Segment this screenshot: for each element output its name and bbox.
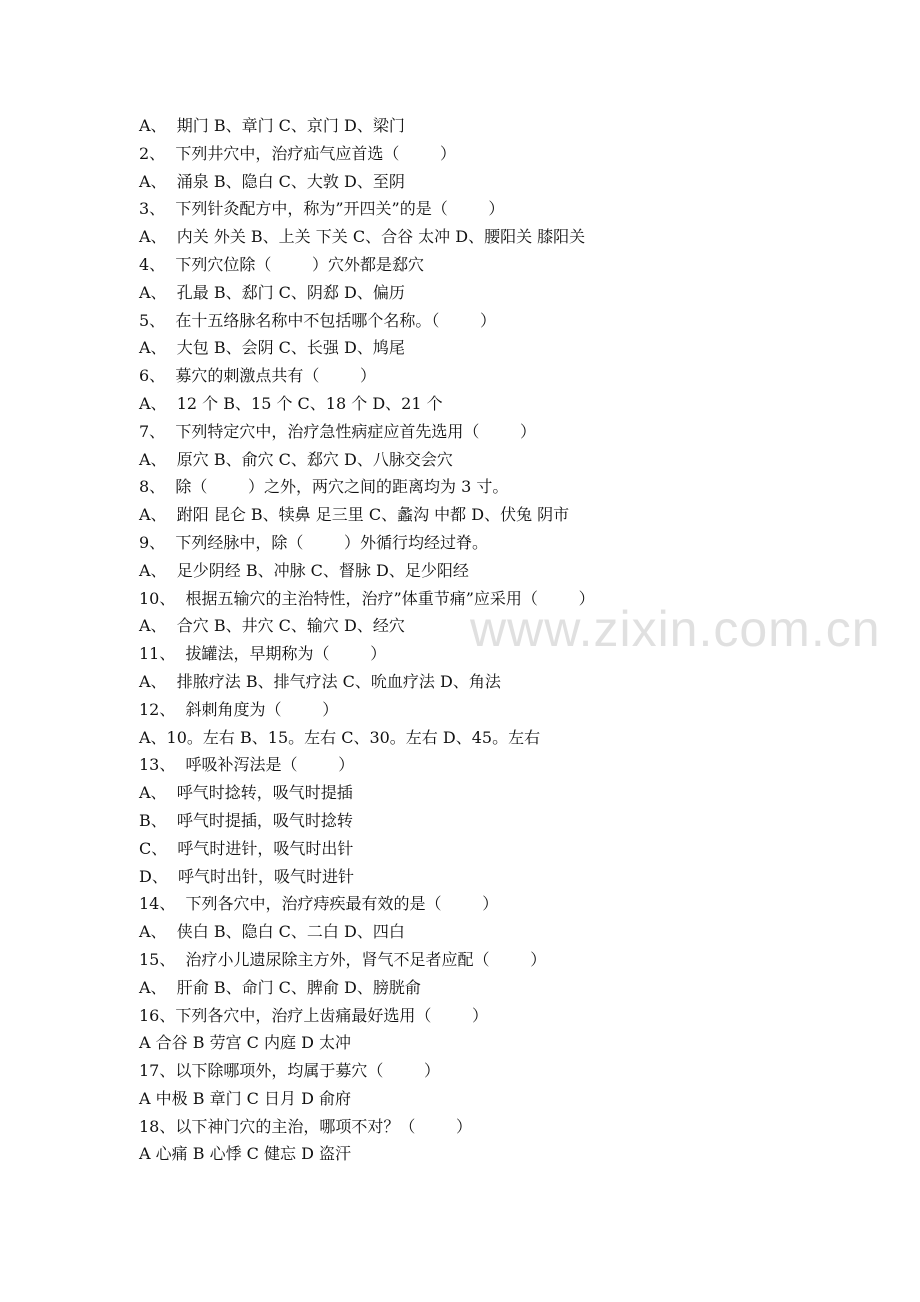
question-line: 14、 下列各穴中，治疗痔疾最有效的是（ ） xyxy=(139,894,499,914)
question-line: 10、 根据五输穴的主治特性，治疗”体重节痛”应采用（ ） xyxy=(139,588,595,608)
question-line: 4、 下列穴位除（ ）穴外都是郄穴 xyxy=(139,254,425,274)
answer-options: A、 排脓疗法 B、排气疗法 C、吮血疗法 D、角法 xyxy=(139,671,501,691)
question-line: 16、下列各穴中，治疗上齿痛最好选用（ ） xyxy=(139,1005,489,1025)
question-line: 13、 呼吸补泻法是（ ） xyxy=(139,755,355,775)
answer-options: A 心痛 B 心悸 C 健忘 D 盗汗 xyxy=(139,1144,351,1164)
question-line: 18、以下神门穴的主治，哪项不对？（ ） xyxy=(139,1116,473,1136)
answer-options: A、 跗阳 昆仑 B、犊鼻 足三里 C、蠡沟 中都 D、伏兔 阴市 xyxy=(139,505,570,525)
answer-options: A、 足少阴经 B、冲脉 C、督脉 D、足少阳经 xyxy=(139,560,469,580)
question-line: 6、 募穴的刺激点共有（ ） xyxy=(139,366,377,386)
question-line: 12、 斜刺角度为（ ） xyxy=(139,699,339,719)
answer-options: A、 原穴 B、俞穴 C、郄穴 D、八脉交会穴 xyxy=(139,449,453,469)
answer-options: A、10。左右 B、15。左右 C、30。左右 D、45。左右 xyxy=(139,727,541,747)
question-line: 11、 拔罐法，早期称为（ ） xyxy=(139,644,387,664)
answer-options: A、 内关 外关 B、上关 下关 C、合谷 太冲 D、腰阳关 膝阳关 xyxy=(139,227,586,247)
answer-options: D、 呼气时出针，吸气时进针 xyxy=(139,866,355,886)
question-line: 15、 治疗小儿遗尿除主方外，肾气不足者应配（ ） xyxy=(139,949,547,969)
answer-options: A、 呼气时捻转，吸气时提插 xyxy=(139,783,353,803)
answer-options: A、 涌泉 B、隐白 C、大敦 D、至阴 xyxy=(139,171,405,191)
answer-options: A、 合穴 B、井穴 C、输穴 D、经穴 xyxy=(139,616,405,636)
answer-options: C、 呼气时进针，吸气时出针 xyxy=(139,838,354,858)
answer-options: A、 大包 B、会阴 C、长强 D、鸠尾 xyxy=(139,338,405,358)
answer-options: A 中极 B 章门 C 日月 D 俞府 xyxy=(139,1088,351,1108)
answer-options: A、 12 个 B、15 个 C、18 个 D、21 个 xyxy=(139,393,443,413)
question-line: 9、 下列经脉中，除（ ）外循行均经过脊。 xyxy=(139,532,489,552)
answer-options: A、 侠白 B、隐白 C、二白 D、四白 xyxy=(139,922,405,942)
answer-options: B、 呼气时提插，吸气时捻转 xyxy=(139,810,353,830)
question-line: 2、 下列井穴中，治疗疝气应首选（ ） xyxy=(139,143,457,163)
watermark: www.zixin.com.cn xyxy=(470,601,881,657)
answer-options: A、 孔最 B、郄门 C、阴郄 D、偏历 xyxy=(139,282,405,302)
answer-options: A 合谷 B 劳宫 C 内庭 D 太冲 xyxy=(139,1033,351,1053)
question-line: 5、 在十五络脉名称中不包括哪个名称。（ ） xyxy=(139,310,497,330)
question-list xyxy=(139,112,859,1168)
answer-options: A、 期门 B、章门 C、京门 D、梁门 xyxy=(139,116,405,135)
question-line: 3、 下列针灸配方中，称为”开四关”的是（ ） xyxy=(139,199,505,219)
answer-options: A、 肝俞 B、命门 C、脾俞 D、膀胱俞 xyxy=(139,977,421,997)
question-line: 7、 下列特定穴中，治疗急性病症应首先选用（ ） xyxy=(139,421,537,441)
question-line: 8、 除（ ）之外，两穴之间的距离均为 3 寸。 xyxy=(139,477,509,497)
question-line: 17、以下除哪项外，均属于募穴（ ） xyxy=(139,1061,441,1081)
